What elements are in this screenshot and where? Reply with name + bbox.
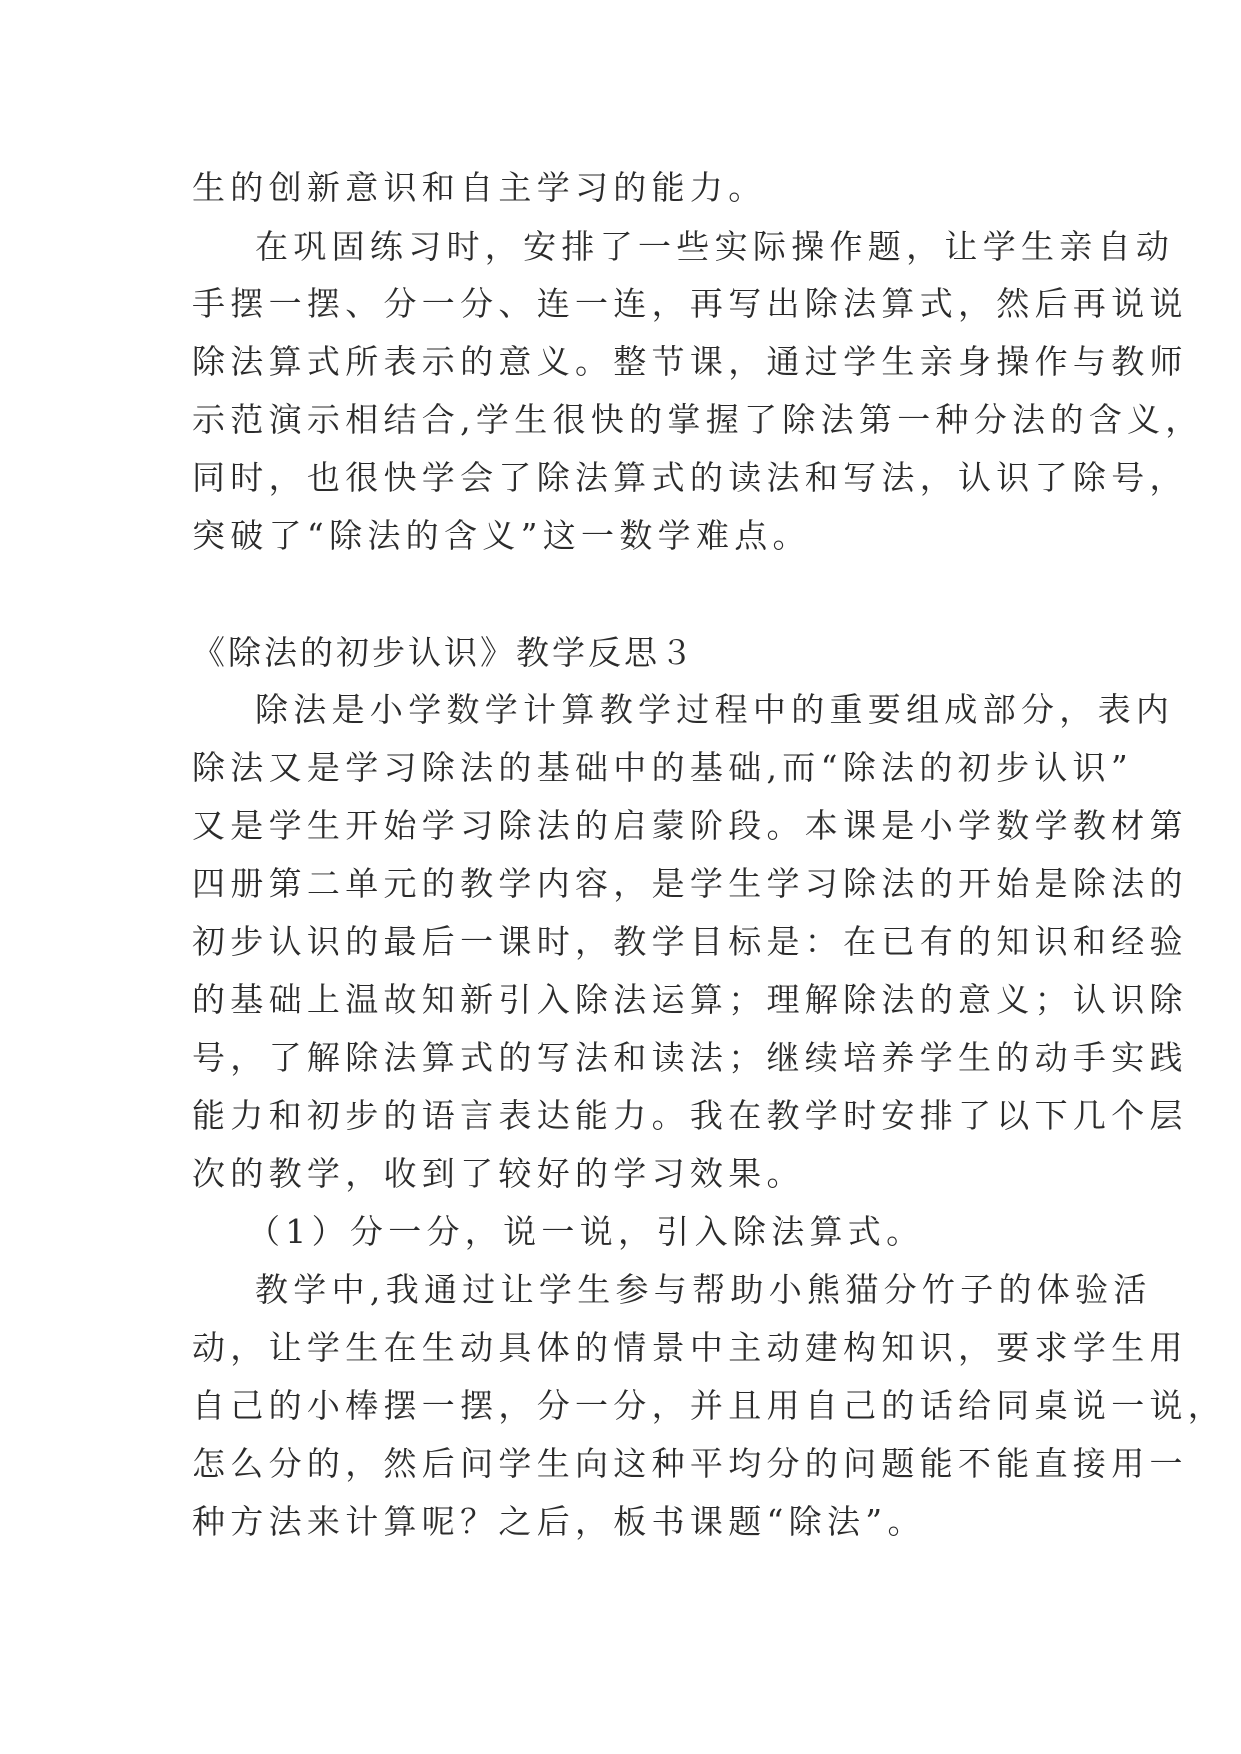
text-line: 动，让学生在生动具体的情景中主动建构知识，要求学生用 (192, 1328, 1188, 1367)
text-line: 手摆一摆、分一分、连一连，再写出除法算式，然后再说说 (192, 284, 1188, 323)
text-line: 能力和初步的语言表达能力。我在教学时安排了以下几个层 (192, 1096, 1188, 1135)
text-line: 突破了“除法的含义”这一数学难点。 (192, 516, 811, 555)
text-line: 示范演示相结合,学生很快的掌握了除法第一种分法的含义， (192, 400, 1204, 439)
text-line: 怎么分的，然后问学生向这种平均分的问题能不能直接用一 (192, 1444, 1188, 1483)
text-line: 除法又是学习除法的基础中的基础,而“除法的初步认识” (192, 748, 1134, 787)
text-line: 初步认识的最后一课时，教学目标是：在已有的知识和经验 (192, 922, 1188, 961)
text-line: 同时，也很快学会了除法算式的读法和写法，认识了除号， (192, 458, 1188, 497)
section-heading: 《除法的初步认识》教学反思３ (192, 633, 696, 672)
paragraph-line: 教学中,我通过让学生参与帮助小熊猫分竹子的体验活 (255, 1270, 1152, 1309)
list-item-heading: （1）分一分，说一说，引入除法算式。 (247, 1212, 925, 1251)
text-line: 四册第二单元的教学内容，是学生学习除法的开始是除法的 (192, 864, 1188, 903)
text-line: 除法算式所表示的意义。整节课，通过学生亲身操作与教师 (192, 342, 1188, 381)
paragraph-line: 除法是小学数学计算教学过程中的重要组成部分，表内 (255, 690, 1175, 729)
text-line: 生的创新意识和自主学习的能力。 (192, 168, 767, 207)
text-line: 次的教学，收到了较好的学习效果。 (192, 1154, 805, 1193)
text-line: 自己的小棒摆一摆，分一分，并且用自己的话给同桌说一说， (192, 1386, 1227, 1425)
paragraph-line: 在巩固练习时，安排了一些实际操作题，让学生亲自动 (255, 227, 1175, 266)
text-line: 又是学生开始学习除法的启蒙阶段。本课是小学数学教材第 (192, 806, 1188, 845)
text-line: 号，了解除法算式的写法和读法；继续培养学生的动手实践 (192, 1038, 1188, 1077)
text-line: 种方法来计算呢？之后，板书课题“除法”。 (192, 1502, 926, 1541)
text-line: 的基础上温故知新引入除法运算；理解除法的意义；认识除 (192, 980, 1188, 1019)
